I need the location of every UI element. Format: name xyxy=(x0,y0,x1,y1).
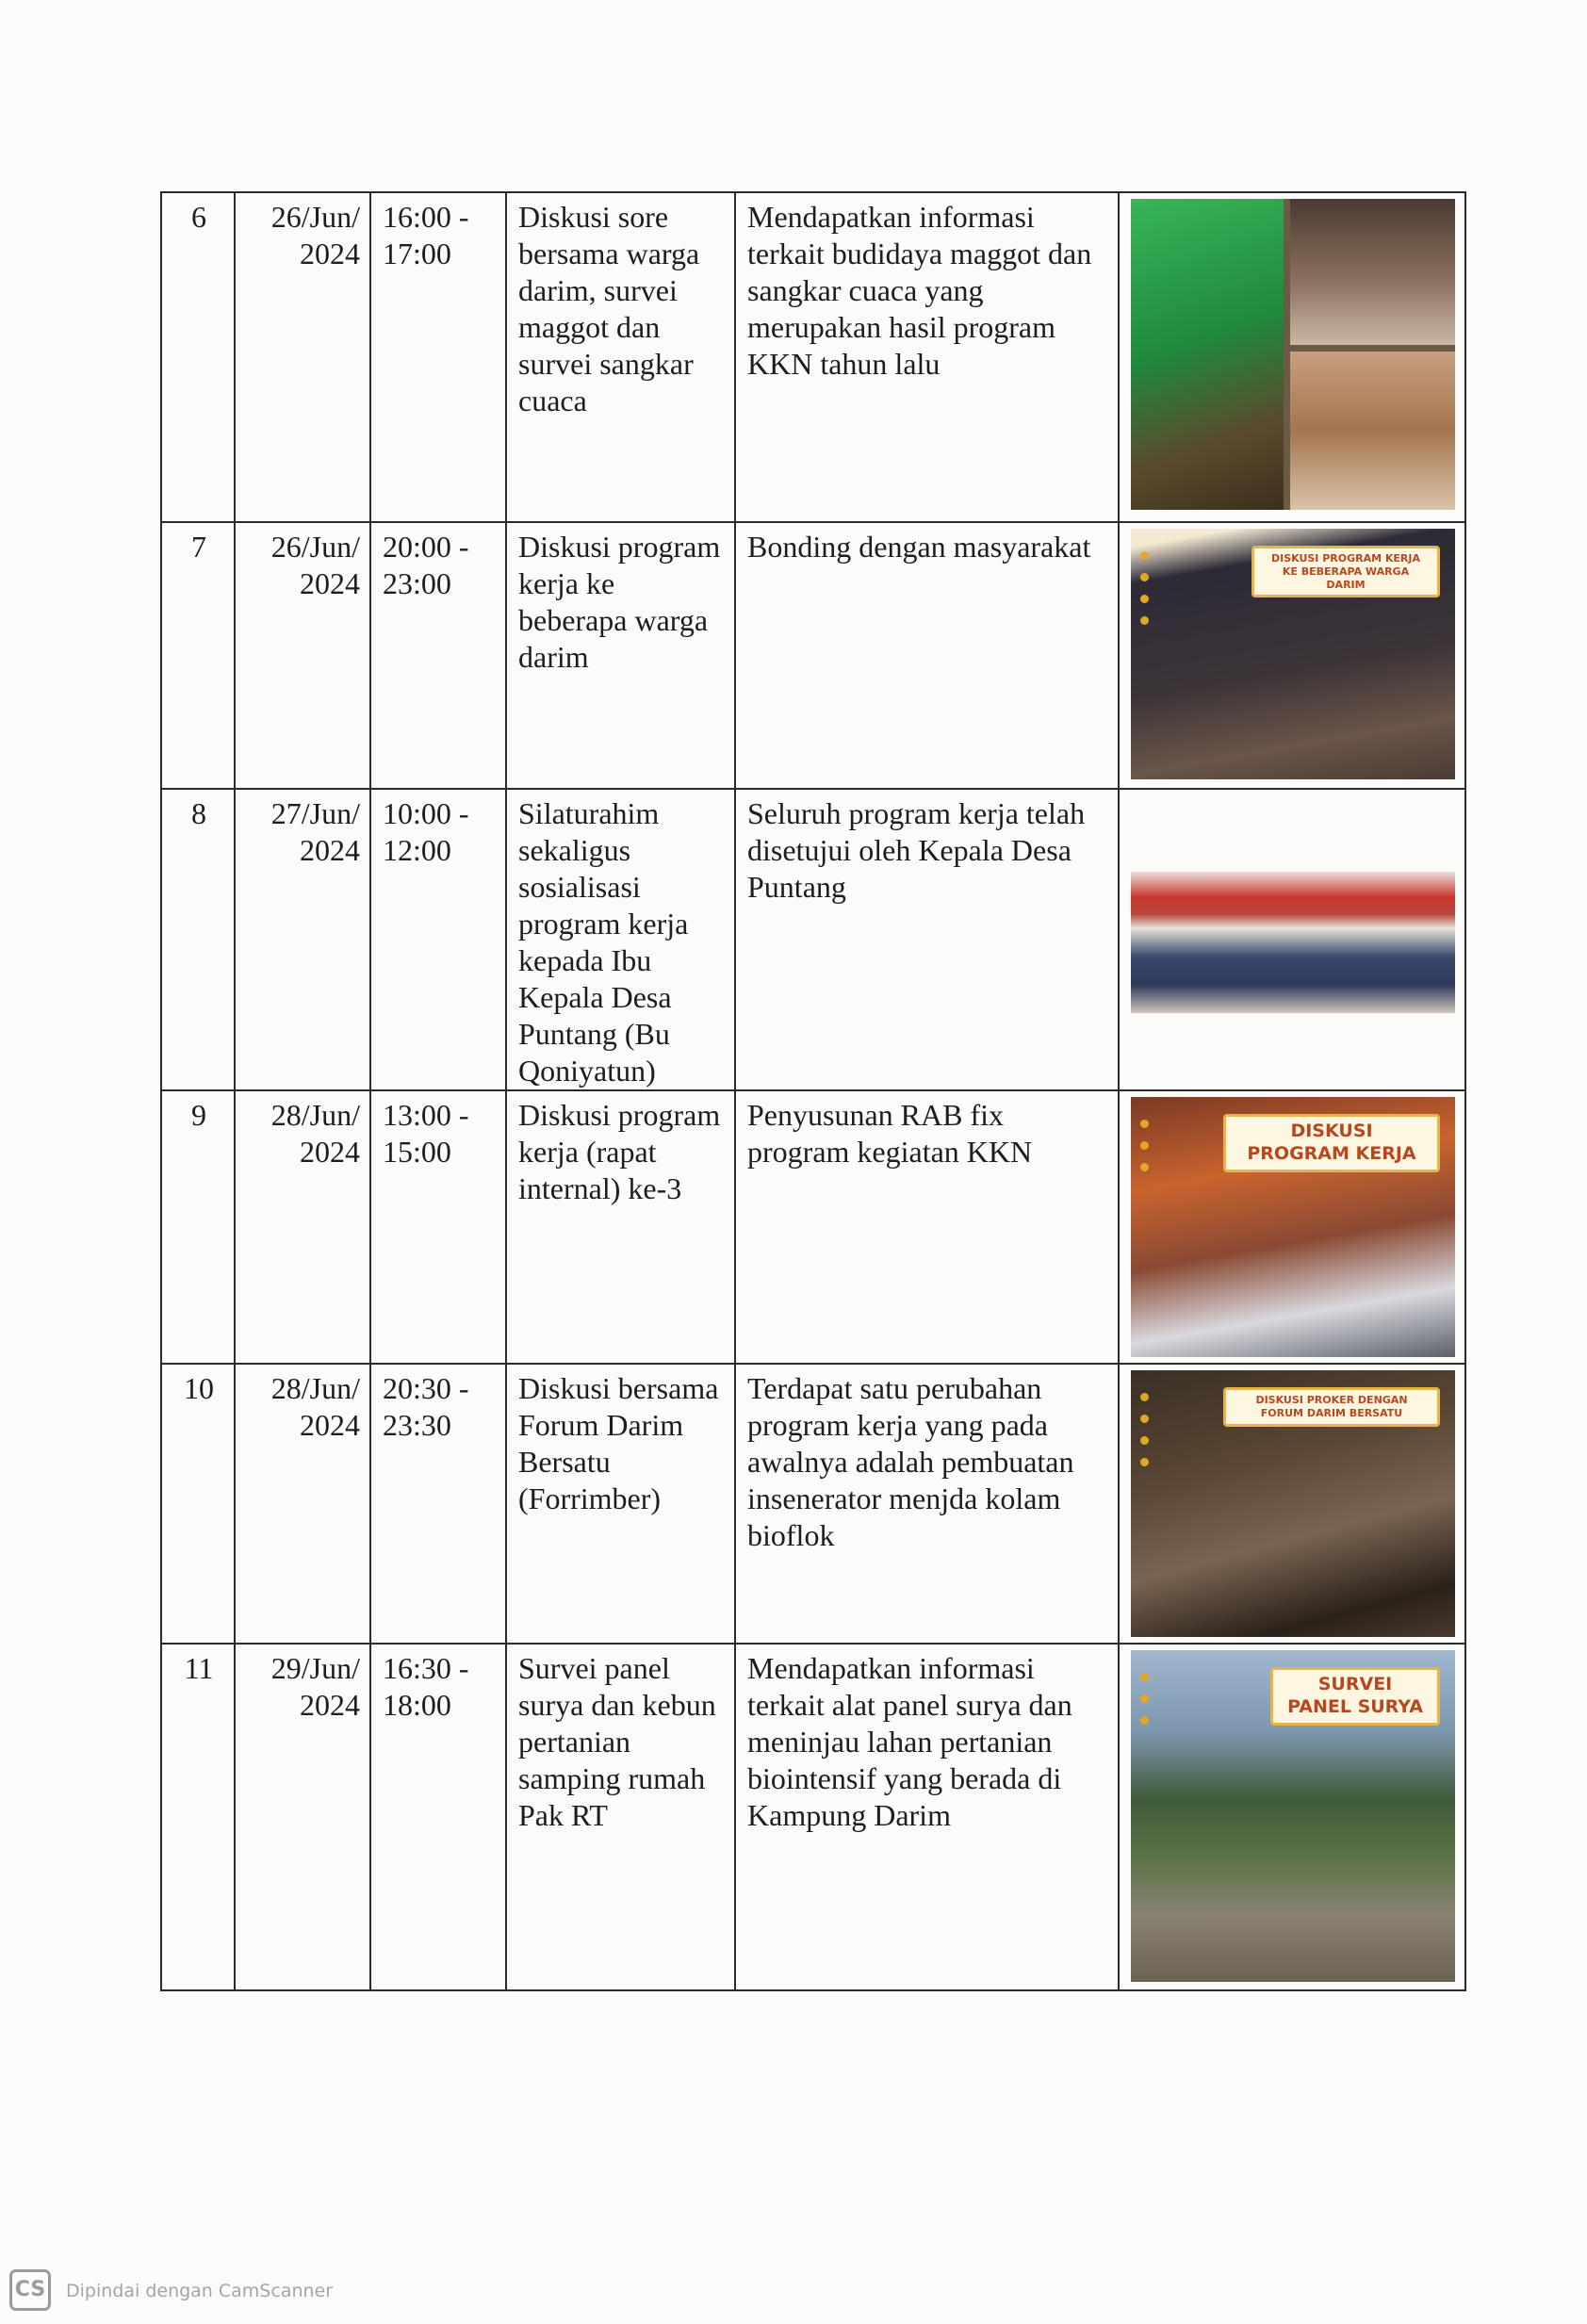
row-activity: Diskusi program kerja (rapat internal) ke-3 xyxy=(506,1090,735,1364)
row-time: 20:00 - 23:00 xyxy=(370,522,506,789)
row-activity: Diskusi program kerja ke beberapa warga darim xyxy=(506,522,735,789)
table-row xyxy=(161,789,1465,1090)
documentation-photo xyxy=(1131,1650,1455,1982)
row-result: Terdapat satu perubahan program kerja yang pada awalnya adalah pembuatan insenerator menjda kolam bioflok xyxy=(735,1364,1119,1644)
decor-dots xyxy=(1140,1393,1153,1466)
camscanner-logo: CS xyxy=(9,2269,51,2311)
photo-panel-mosquito-net xyxy=(1131,199,1284,510)
table-row xyxy=(161,192,1465,522)
row-number: 8 xyxy=(161,789,235,1090)
row-date: 26/Jun/ 2024 xyxy=(235,192,370,522)
photo-banner: SURVEI PANEL SURYA xyxy=(1270,1667,1440,1726)
row-photo-cell xyxy=(1119,789,1465,1090)
table-row xyxy=(161,522,1465,789)
row-result: Mendapatkan informasi terkait budidaya maggot dan sangkar cuaca yang merupakan hasil program KKN tahun lalu xyxy=(735,192,1119,522)
row-activity: Diskusi bersama Forum Darim Bersatu (Forrimber) xyxy=(506,1364,735,1644)
row-result: Penyusunan RAB fix program kegiatan KKN xyxy=(735,1090,1119,1364)
row-photo-cell xyxy=(1119,522,1465,789)
documentation-photo xyxy=(1131,529,1455,779)
row-photo-cell xyxy=(1119,1644,1465,1990)
decor-dots xyxy=(1140,1120,1153,1171)
row-number: 9 xyxy=(161,1090,235,1364)
row-photo-cell xyxy=(1119,1090,1465,1364)
row-date: 29/Jun/ 2024 xyxy=(235,1644,370,1990)
row-date: 28/Jun/ 2024 xyxy=(235,1364,370,1644)
row-result: Seluruh program kerja telah disetujui oleh Kepala Desa Puntang xyxy=(735,789,1119,1090)
photo-panel-weather-shelter xyxy=(1290,199,1455,345)
decor-dots xyxy=(1140,1673,1153,1725)
row-time: 16:30 - 18:00 xyxy=(370,1644,506,1990)
row-time: 20:30 - 23:30 xyxy=(370,1364,506,1644)
row-activity: Diskusi sore bersama warga darim, survei maggot dan survei sangkar cuaca xyxy=(506,192,735,522)
photo-banner: DISKUSI PROGRAM KERJA xyxy=(1223,1114,1440,1172)
documentation-photo xyxy=(1131,199,1455,510)
decor-dots xyxy=(1140,551,1153,625)
documentation-photo xyxy=(1131,1097,1455,1357)
table-row xyxy=(161,1644,1465,1990)
table-row xyxy=(161,1090,1465,1364)
row-result: Mendapatkan informasi terkait alat panel surya dan meninjau lahan pertanian biointensif yang berada di Kampung Darim xyxy=(735,1644,1119,1990)
row-activity: Survei panel surya dan kebun pertanian samping rumah Pak RT xyxy=(506,1644,735,1990)
row-result: Bonding dengan masyarakat xyxy=(735,522,1119,789)
row-time: 16:00 - 17:00 xyxy=(370,192,506,522)
row-activity: Silaturahim sekaligus sosialisasi program kerja kepada Ibu Kepala Desa Puntang (Bu Qoniyatun) xyxy=(506,789,735,1090)
row-number: 6 xyxy=(161,192,235,522)
row-number: 10 xyxy=(161,1364,235,1644)
photo-banner: DISKUSI PROKER DENGAN FORUM DARIM BERSATU xyxy=(1223,1387,1440,1427)
activity-log-table xyxy=(160,191,1466,1991)
row-date: 27/Jun/ 2024 xyxy=(235,789,370,1090)
photo-banner: DISKUSI PROGRAM KERJA KE BEBERAPA WARGA DARIM xyxy=(1252,546,1440,597)
row-time: 10:00 - 12:00 xyxy=(370,789,506,1090)
documentation-photo xyxy=(1131,872,1455,1013)
row-photo-cell xyxy=(1119,1364,1465,1644)
row-number: 11 xyxy=(161,1644,235,1990)
table-row xyxy=(161,1364,1465,1644)
row-number: 7 xyxy=(161,522,235,789)
row-photo-cell xyxy=(1119,192,1465,522)
camscanner-watermark: Dipindai dengan CamScanner xyxy=(66,2281,334,2301)
photo-panel-gathering xyxy=(1290,352,1455,510)
row-time: 13:00 - 15:00 xyxy=(370,1090,506,1364)
row-date: 28/Jun/ 2024 xyxy=(235,1090,370,1364)
row-date: 26/Jun/ 2024 xyxy=(235,522,370,789)
documentation-photo xyxy=(1131,1370,1455,1637)
